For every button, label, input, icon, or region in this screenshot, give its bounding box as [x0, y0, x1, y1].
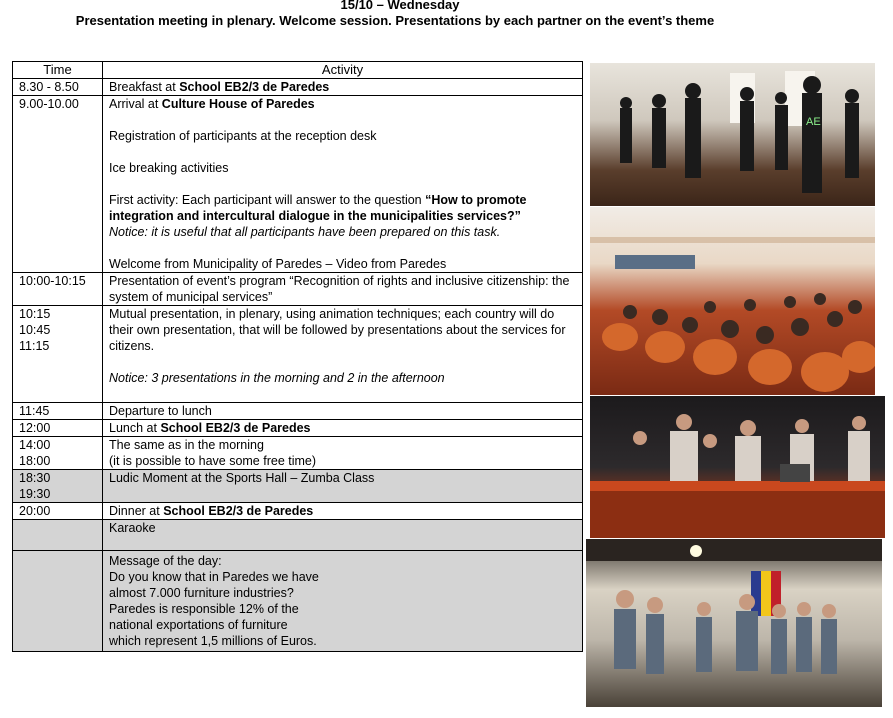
table-row [13, 520, 583, 551]
activity-cell [103, 437, 583, 470]
table-row [13, 273, 583, 306]
message-line: almost 7.000 furniture industries? [109, 586, 294, 600]
time-text: 18:00 [19, 454, 51, 468]
photo-auditorium [590, 207, 875, 395]
venue-name: School EB2/3 de Paredes [163, 504, 314, 518]
time-text: 10:15 [19, 307, 51, 321]
time-text: 14:00 [19, 438, 51, 452]
first-activity-text: First activity: Each participant will answer to the question [109, 193, 426, 207]
activity-cell [103, 420, 583, 437]
panel-illustration [590, 396, 885, 538]
photo-presentation-panel [590, 396, 885, 538]
group-illustration [586, 539, 882, 707]
time-cell: 8.30 - 8.50 [13, 79, 103, 96]
ice-breaking-text: Ice breaking activities [109, 161, 229, 175]
auditorium-illustration [590, 207, 875, 395]
notice-text: Notice: it is useful that all participants have been prepared on this task. [109, 225, 501, 239]
activity-text: Lunch at [109, 421, 161, 435]
shirt-logo: AE [806, 116, 821, 128]
table-header-row [13, 62, 583, 79]
activity-note: (it is possible to have some free time) [109, 454, 317, 468]
venue-name: Culture House of Paredes [161, 97, 315, 111]
notice-text: Notice: 3 presentations in the morning and 2 in the afternoon [109, 371, 445, 385]
time-cell [13, 306, 103, 403]
welcome-text: Welcome from Municipality of Paredes – Video from Paredes [109, 257, 447, 271]
table-row [13, 470, 583, 503]
activity-text: The same as in the morning [109, 438, 264, 452]
venue-name: School EB2/3 de Paredes [179, 80, 330, 94]
photo-ice-breaking [590, 63, 875, 206]
schedule-table [12, 61, 583, 652]
activity-text: Arrival at [109, 97, 162, 111]
activity-text: Dinner at [109, 504, 164, 518]
activity-cell: Presentation of event’s program “Recognition of rights and inclusive citizenship: the system of municipal services” [103, 273, 583, 306]
message-line: which represent 1,5 millions of Euros. [109, 634, 317, 648]
time-cell: 20:00 [13, 503, 103, 520]
table-row [13, 79, 583, 96]
registration-text: Registration of participants at the reception desk [109, 129, 377, 143]
page-title: Presentation meeting in plenary. Welcome session. Presentations by each partner on the event’s theme [75, 13, 715, 28]
photo-zumba-group [586, 539, 882, 707]
activity-cell [103, 79, 583, 96]
time-text: 18:30 [19, 471, 51, 485]
time-cell: 12:00 [13, 420, 103, 437]
time-cell: 9.00-10.00 [13, 96, 103, 273]
message-line: Do you know that in Paredes we have [109, 570, 319, 584]
activity-cell: Ludic Moment at the Sports Hall – Zumba Class [103, 470, 583, 503]
activity-text: Mutual presentation, in plenary, using animation techniques; each country will do their own presentation, that will be followed by presentations about the services for citizens. [109, 307, 566, 353]
activity-cell [103, 503, 583, 520]
venue-name: School EB2/3 de Paredes [160, 421, 311, 435]
table-row [13, 437, 583, 470]
table-row [13, 403, 583, 420]
table-row [13, 96, 583, 273]
time-cell [13, 470, 103, 503]
time-cell: 10:00-10:15 [13, 273, 103, 306]
question-text: “How to promote integration and intercultural dialogue in the municipalities services?” [109, 193, 527, 223]
table-row [13, 306, 583, 403]
message-line: national exportations of furniture [109, 618, 288, 632]
activity-text: Breakfast at [109, 80, 180, 94]
time-cell: 11:45 [13, 403, 103, 420]
activity-cell: Karaoke [103, 520, 583, 551]
time-cell [13, 551, 103, 652]
message-of-the-day [103, 551, 583, 652]
time-column-header: Time [13, 62, 103, 79]
activity-cell: Departure to lunch [103, 403, 583, 420]
table-row [13, 551, 583, 652]
activity-cell [103, 96, 583, 273]
page-date: 15/10 – Wednesday [340, 0, 460, 12]
activity-cell [103, 306, 583, 403]
time-cell [13, 437, 103, 470]
activity-column-header: Activity [103, 62, 583, 79]
table-row [13, 503, 583, 520]
photo-people-illustration [590, 63, 875, 206]
time-cell [13, 520, 103, 551]
time-text: 19:30 [19, 487, 51, 501]
time-text: 10:45 [19, 323, 51, 337]
message-line: Paredes is responsible 12% of the [109, 602, 299, 616]
table-row [13, 420, 583, 437]
message-title: Message of the day: [109, 554, 222, 568]
time-text: 11:15 [19, 339, 50, 353]
